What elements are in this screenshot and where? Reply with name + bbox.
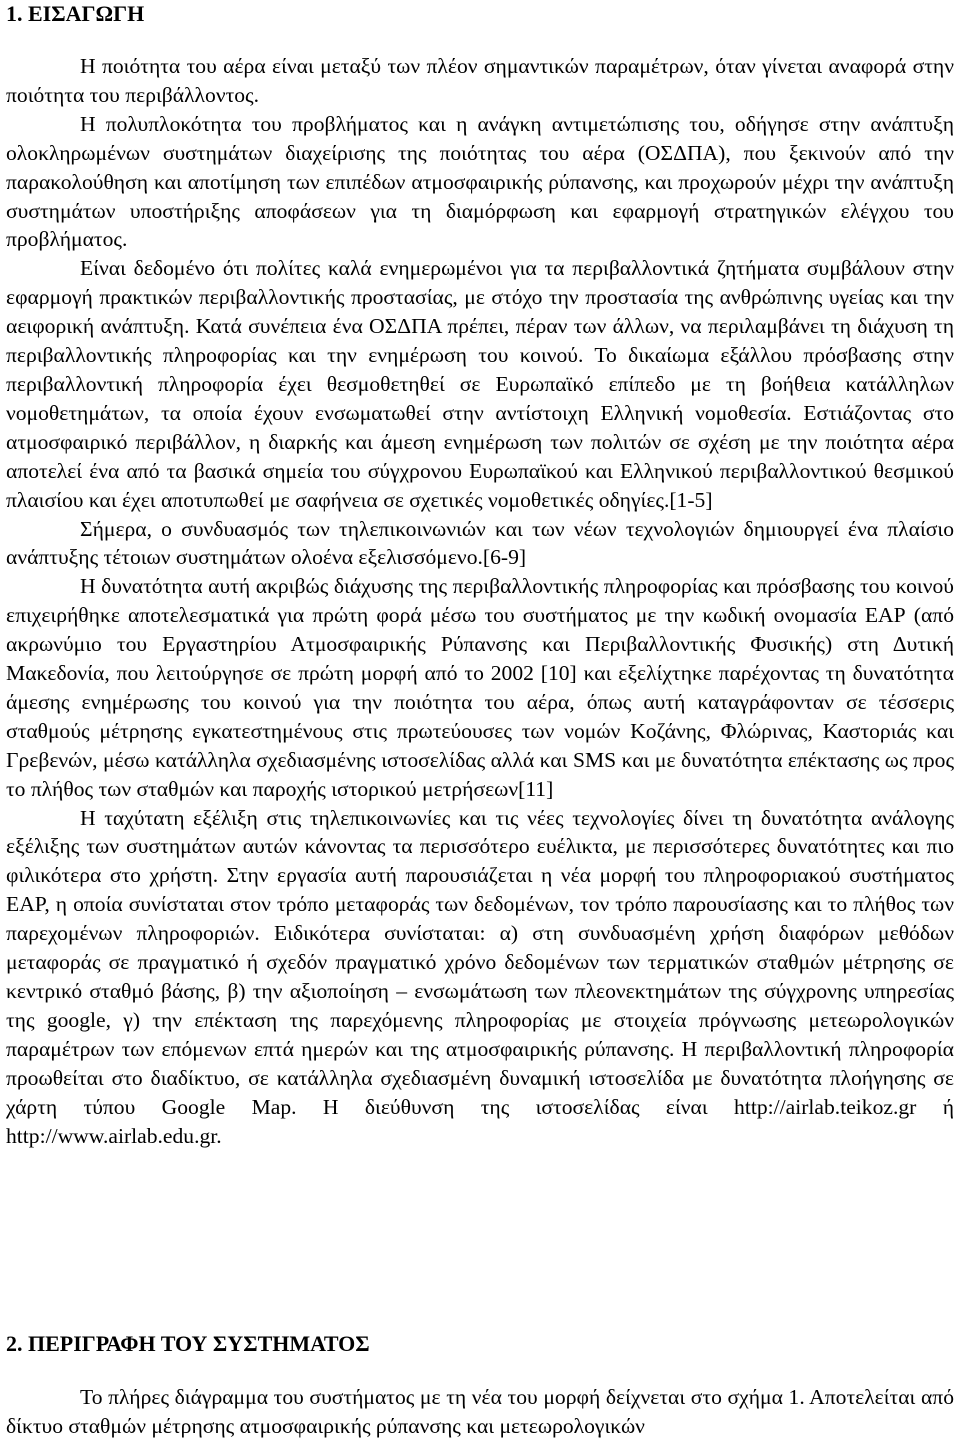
section-heading-introduction: 1. ΕΙΣΑΓΩΓΗ [6,1,145,26]
paragraph: Το πλήρες διάγραμμα του συστήματος με τη νέα του μορφή δείχνεται στο σχήμα 1. Αποτελείται από δίκτυο σταθμών μέτρησης ατμοσφαιρικής ρύπανσης και μετεωρολογικών [6,1385,954,1438]
paragraph: Σήμερα, ο συνδυασμός των τηλεπικοινωνιών και των νέων τεχνολογιών δημιουργεί ένα πλαίσιο ανάπτυξης τέτοιων συστημάτων ολοένα εξελισσόμενο.[6-9] [6,516,954,570]
paragraph: Η ταχύτατη εξέλιξη στις τηλεπικοινωνίες και τις νέες τεχνολογίες δίνει τη δυνατότητα ανάλογης εξέλιξης των συστημάτων αυτών κάνοντας τα περισσότερο ευέλικτα, με περισσότερες δυνατότητες και πιο φιλικότερα στο χρήστη. Στην εργασία αυτή παρουσιάζεται η νέα μορφή του πληροφοριακού συστήματος ΕΑΡ, η οποία συνίσταται στον τρόπο μεταφοράς των δεδομένων, τον τρόπο παρουσίασης και το πλήθος των παρεχομένων πληροφοριών. Ειδικότερα συνίσταται: α) στη συνδυασμένη χρήση διαφόρων μεθόδων μεταφοράς σε πραγματικό ή σχεδόν πραγματικό χρόνο δεδομένων των τερματικών σταθμών μέτρησης σε κεντρικό σταθμό βάσης, β) την αξιοποίηση – ενσωμάτωση των πλεονεκτημάτων της σύγχρονης υπηρεσίας της google, γ) την επέκταση της παρεχόμενης πληροφορίας με στοιχεία πρόγνωσης μετεωρολογικών παραμέτρων των επόμενων επτά ημερών και της ατμοσφαιρικής ρύπανσης. Η περιβαλλοντική πληροφορία προωθείται στο διαδίκτυο, σε κατάλληλα σχεδιασμένη δυναμική ιστοσελίδα με δυνατότητα πλοήγησης σε χάρτη τύπου Google Map. Η διεύθυνση της ιστοσελίδας είναι http://airlab.teikoz.gr ή http://www.airlab.edu.gr. [6,805,954,1148]
section-body-system-description [6,1383,954,1441]
paragraph: Είναι δεδομένο ότι πολίτες καλά ενημερωμένοι για τα περιβαλλοντικά ζητήματα συμβάλουν στην εφαρμογή πρακτικών περιβαλλοντικής προστασίας, με στόχο την προστασία της ανθρώπινης υγείας και την αειφορική ανάπτυξη. Κατά συνέπεια ένα ΟΣΔΠΑ πρέπει, πέραν των άλλων, να περιλαμβάνει τη διάχυση τη περιβαλλοντικής πληροφορίας και την ενημέρωση του κοινού. Το δικαίωμα εξάλλου πρόσβασης στην περιβαλλοντική πληροφορία έχει θεσμοθετηθεί σε Ευρωπαϊκό επίπεδο με τη βοήθεια κατάλληλων νομοθετημάτων, τα οποία έχουν ενσωματωθεί στην αντίστοιχη Ελληνική νομοθεσία. Εστιάζοντας στο ατμοσφαιρικό περιβάλλον, η διαρκής και άμεση ενημέρωση των πολιτών σε σχέση με την ποιότητα αέρα αποτελεί ένα από τα βασικά σημεία του σύγχρονου Ευρωπαϊκού και Ελληνικού περιβαλλοντικού θεσμικού πλαισίου και έχει αποτυπωθεί με σαφήνεια σε σχετικές νομοθετικές οδηγίες.[1-5] [6,256,954,512]
paragraph: Η ποιότητα του αέρα είναι μεταξύ των πλέον σημαντικών παραμέτρων, όταν γίνεται αναφορά στην ποιότητα του περιβάλλοντος. [6,54,954,107]
section-body-introduction [6,52,954,1150]
section-heading-system-description: 2. ΠΕΡΙΓΡΑΦΗ ΤΟΥ ΣΥΣΤΗΜΑΤΟΣ [6,1331,370,1356]
paragraph: Η πολυπλοκότητα του προβλήματος και η ανάγκη αντιμετώπισης του, οδήγησε στην ανάπτυξη ολοκληρωμένων συστημάτων διαχείρισης της ποιότητας του αέρα (ΟΣΔΠΑ), που ξεκινούν από την παρακολούθηση και αποτίμηση των επιπέδων ατμοσφαιρικής ρύπανσης, και προχωρούν μέχρι την ανάπτυξη συστημάτων υποστήριξης αποφάσεων για τη διαμόρφωση και εφαρμογή στρατηγικών ελέγχου του προβλήματος. [6,111,954,252]
paragraph: Η δυνατότητα αυτή ακριβώς διάχυσης της περιβαλλοντικής πληροφορίας και πρόσβασης του κοινού επιχειρήθηκε αποτελεσματικά για πρώτη φορά μέσω του συστήματος με την κωδική ονομασία ΕΑΡ (από ακρωνύμιο του Εργαστηρίου Ατμοσφαιρικής Ρύπανσης και Περιβαλλοντικής Φυσικής) στη Δυτική Μακεδονία, που λειτούργησε σε πρώτη μορφή από το 2002 [10] και εξελίχτηκε παρέχοντας τη δυνατότητα άμεσης ενημέρωσης του κοινού για την ποιότητα του αέρα, όπως αυτή καταγράφονταν σε τέσσερις σταθμούς μέτρησης εγκατεστημένους στις πρωτεύουσες των νομών Κοζάνης, Φλώρινας, Καστοριάς και Γρεβενών, μέσω κατάλληλα σχεδιασμένης ιστοσελίδας αλλά και SMS και με δυνατότητα επέκτασης ως προς το πλήθος των σταθμών και παροχής ιστορικού μετρήσεων[11] [6,574,954,801]
